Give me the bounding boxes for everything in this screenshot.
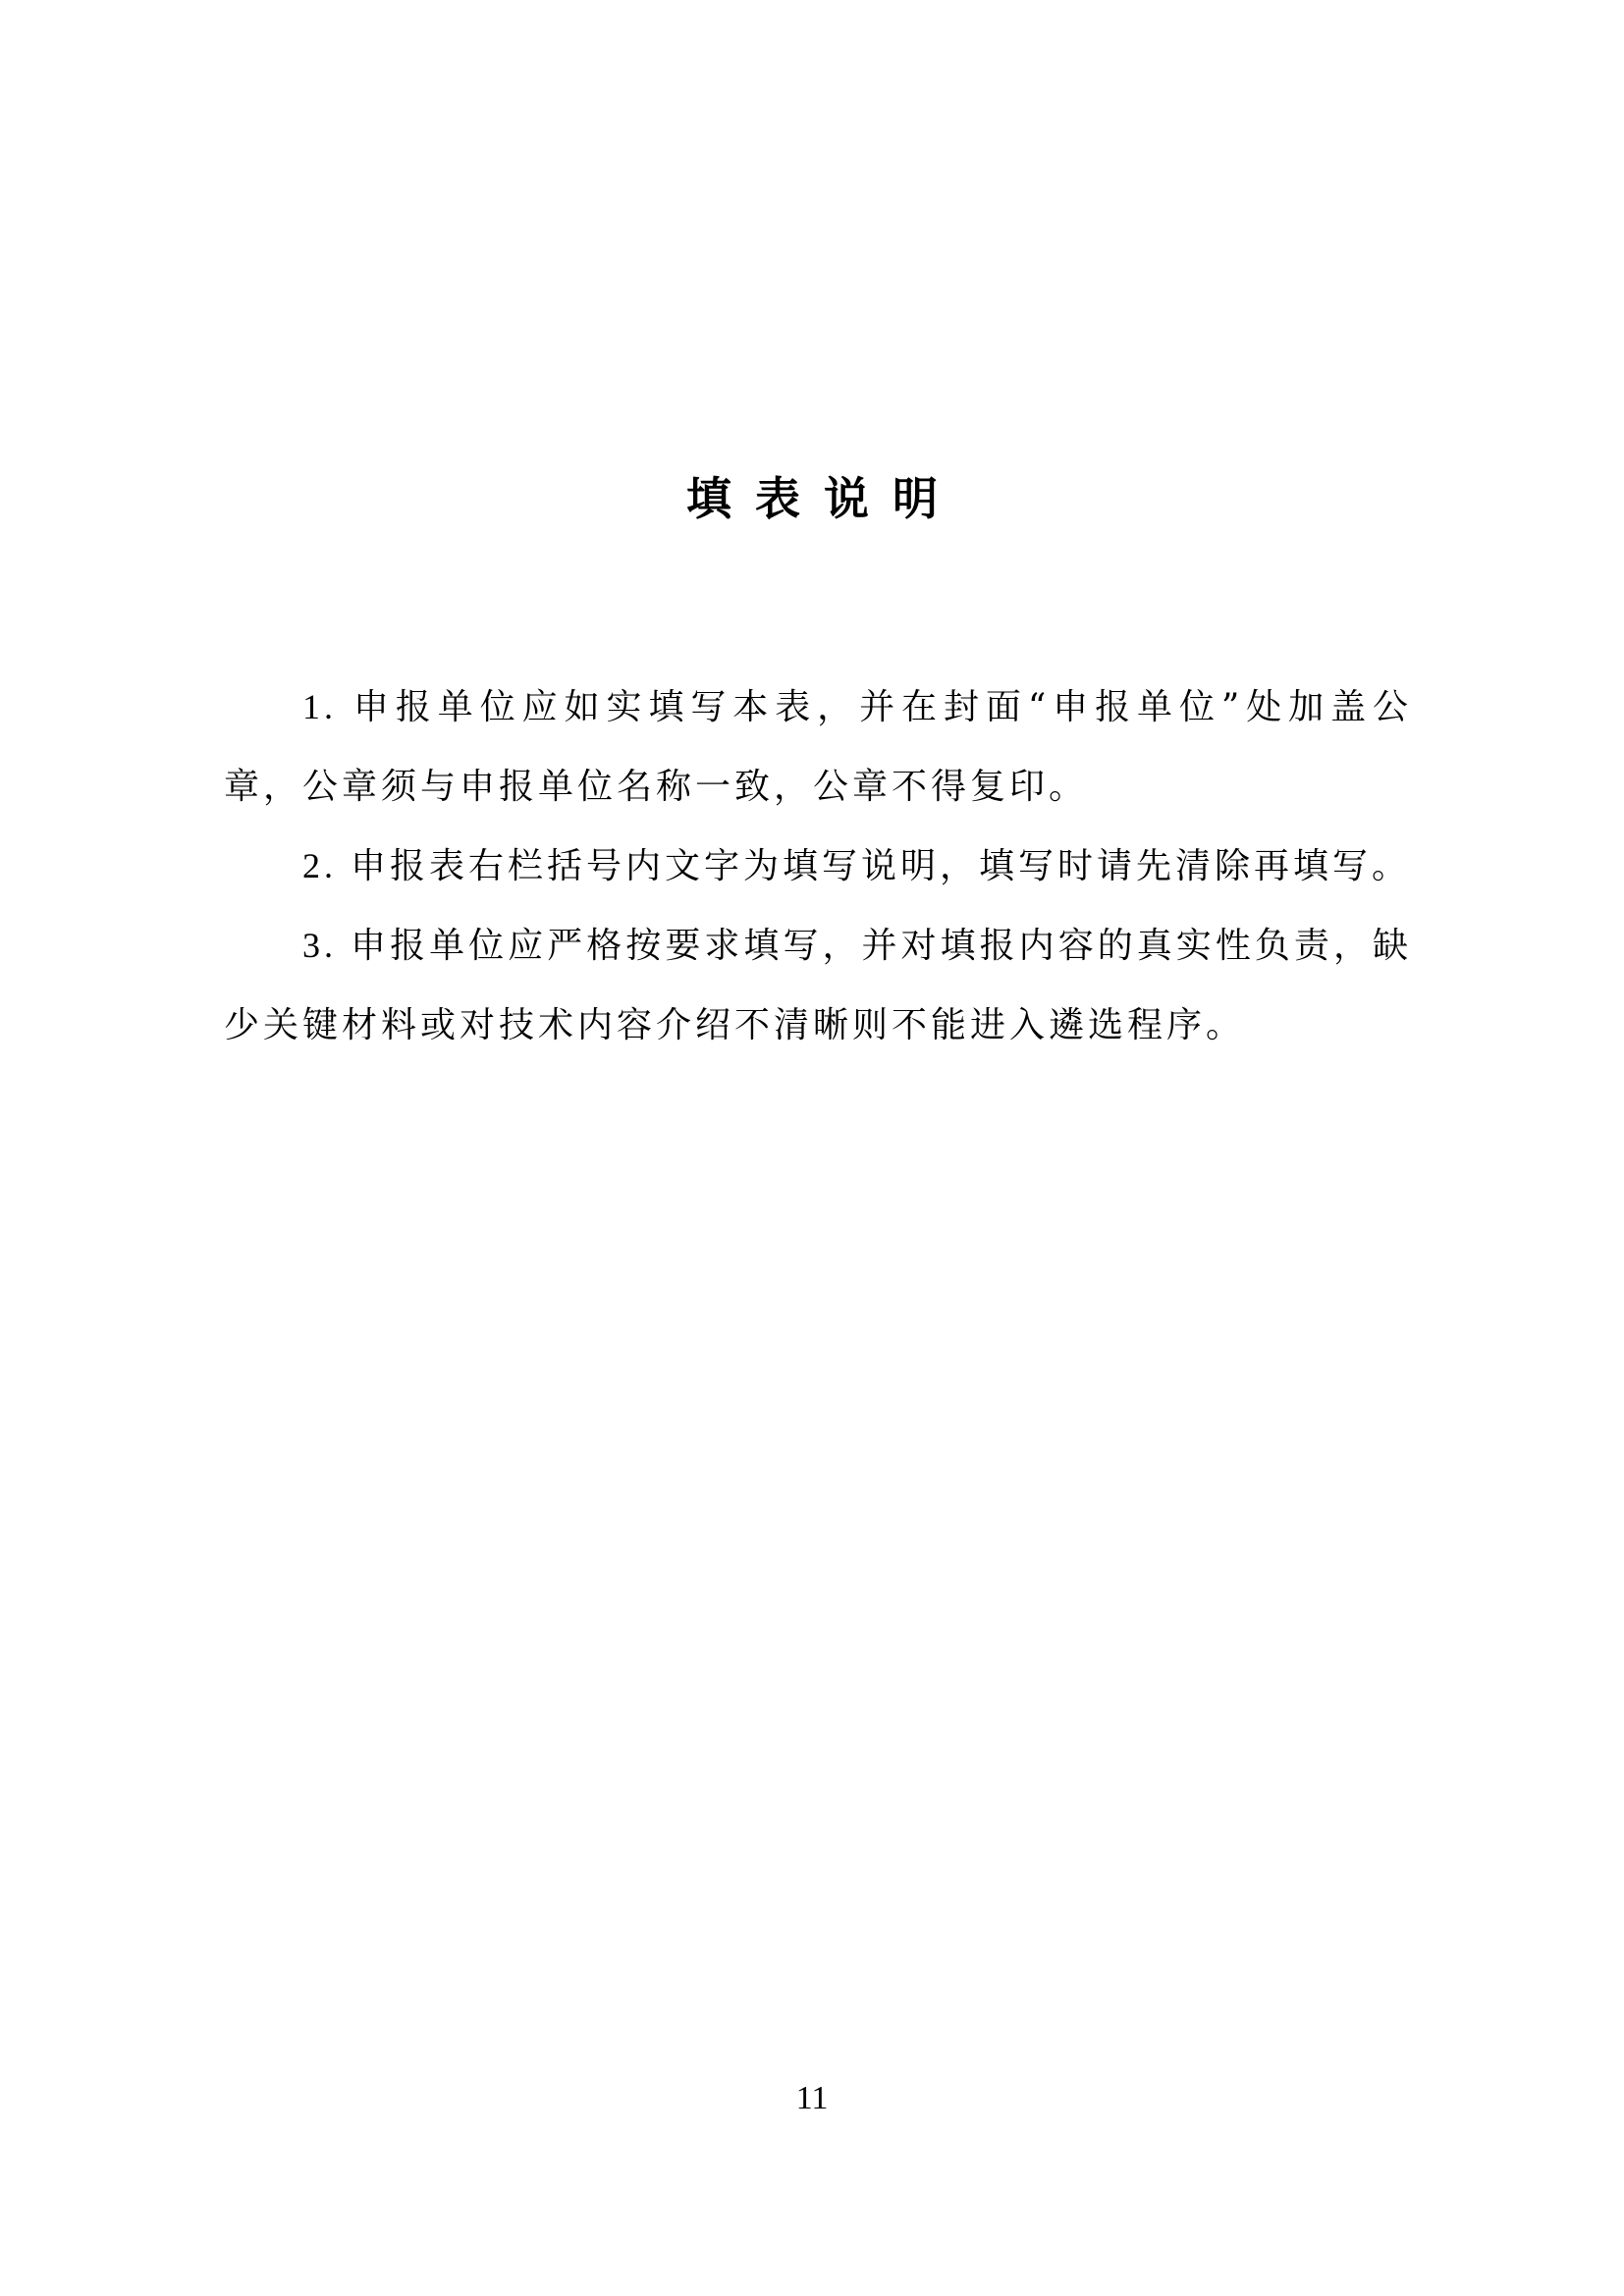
- instruction-item-2: [224, 827, 1412, 906]
- page-number: 11: [795, 2080, 829, 2116]
- instruction-item-1: [224, 667, 1412, 827]
- instruction-number: 3.: [302, 926, 337, 965]
- page-title: 填表说明: [686, 472, 961, 525]
- instruction-number: 2.: [302, 846, 337, 885]
- instruction-item-3: [224, 906, 1412, 1065]
- instructions-body: [224, 667, 1412, 1065]
- instruction-number: 1.: [302, 687, 337, 726]
- instruction-text: 申报单位应严格按要求填写，并对填报内容的真实性负责，缺少关键材料或对技术内容介绍不清晰则不能进入遴选程序。: [224, 926, 1412, 1045]
- instruction-text: 申报表右栏括号内文字为填写说明，填写时请先清除再填写。: [351, 846, 1412, 886]
- instruction-text: 申报单位应如实填写本表，并在封面“申报单位”处加盖公章，公章须与申报单位名称一致，公章不得复印。: [224, 687, 1412, 807]
